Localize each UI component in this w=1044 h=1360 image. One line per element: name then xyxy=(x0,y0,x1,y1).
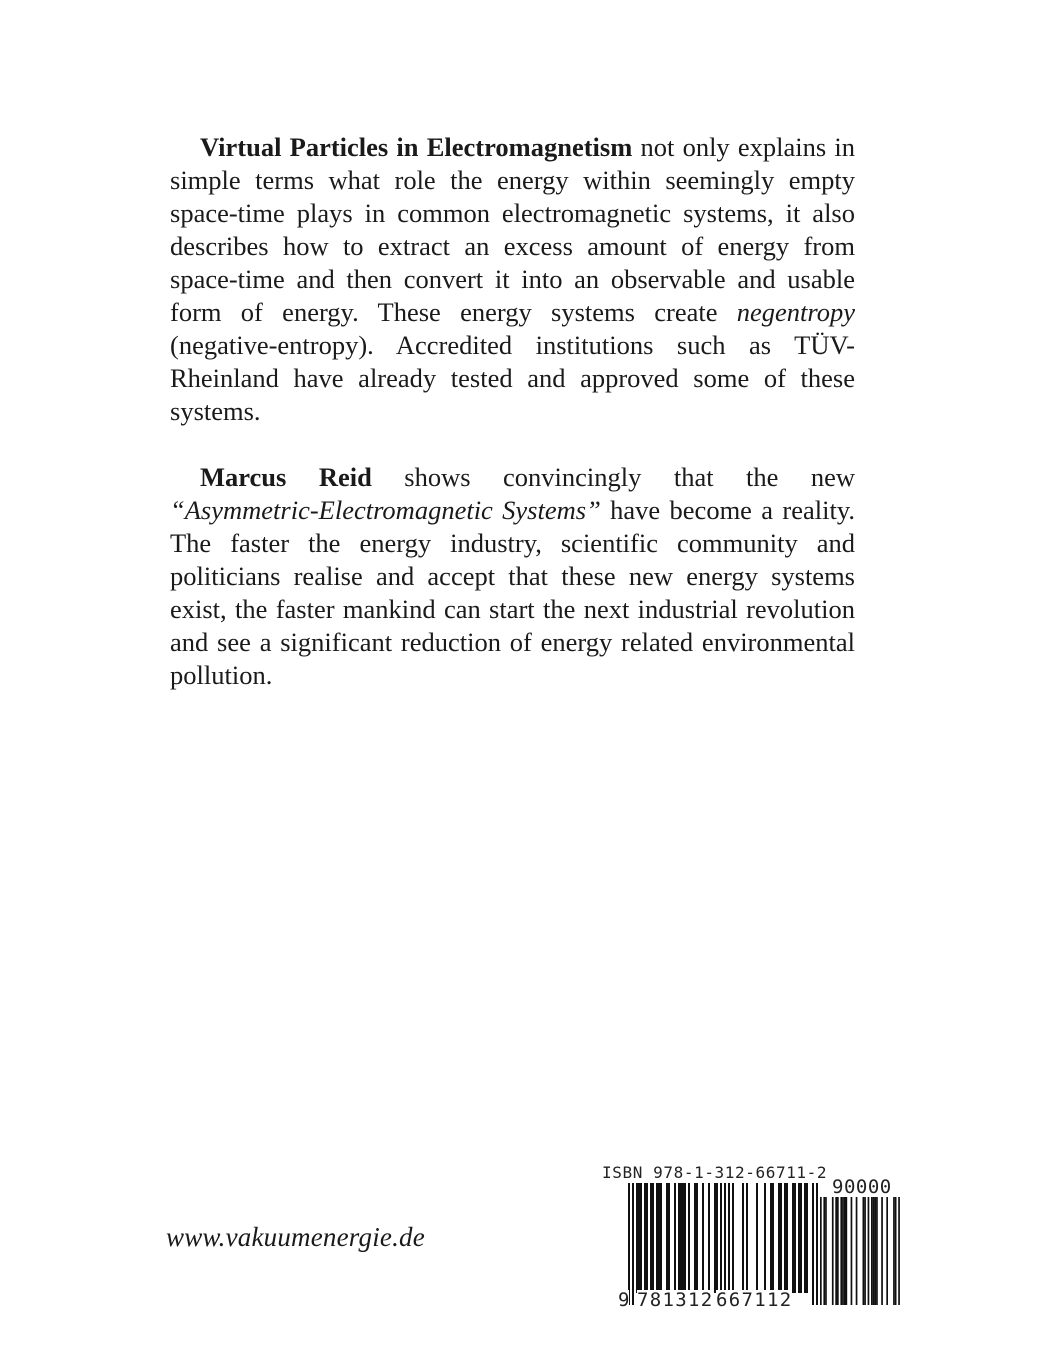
barcode-bar xyxy=(688,1183,690,1293)
barcode-bar xyxy=(816,1183,818,1305)
barcode-bar xyxy=(800,1183,802,1293)
addon-bar xyxy=(893,1197,895,1305)
barcode-bar xyxy=(678,1183,680,1293)
addon-bar xyxy=(874,1197,876,1305)
barcode-bar xyxy=(696,1183,698,1293)
barcode-bar xyxy=(806,1183,808,1293)
addon-bar xyxy=(876,1197,878,1305)
addon-bar xyxy=(856,1197,858,1305)
barcode-bar xyxy=(684,1183,686,1293)
addon-bar xyxy=(868,1197,870,1305)
barcode-bar xyxy=(632,1183,634,1305)
paragraph-1-text-b: (negative-entropy). Accredited institutions such as TÜV-Rheinland have already tested and approved some of these systems. xyxy=(170,330,855,426)
author-name: Marcus Reid xyxy=(200,462,372,492)
barcode-bar xyxy=(732,1183,734,1293)
barcode-bar xyxy=(702,1183,704,1293)
barcode-bar xyxy=(674,1183,676,1293)
barcode-bar xyxy=(682,1183,684,1293)
barcode-bar xyxy=(628,1183,630,1305)
addon-bar xyxy=(846,1197,848,1305)
barcode-bar xyxy=(656,1183,658,1293)
addon-bar xyxy=(820,1197,822,1305)
barcode-bar xyxy=(668,1183,670,1293)
ean-right-group: 667112 xyxy=(716,1289,793,1311)
paragraph-1-text-a: not only explains in simple terms what role the energy within seemingly empty space-time plays in common electromagnetic systems, it also describes how to extract an excess amount of energy from space-time and then convert it into an observable and usable form of energy. These energy systems create xyxy=(170,132,855,327)
barcode-bar xyxy=(756,1183,758,1293)
isbn-label: ISBN 978-1-312-66711-2 xyxy=(602,1163,828,1182)
barcode-bar xyxy=(652,1183,654,1293)
addon-bar xyxy=(851,1197,853,1305)
isbn-barcode xyxy=(600,1163,912,1313)
description-paragraph-1 xyxy=(170,131,855,428)
book-title: Virtual Particles in Electromagnetism xyxy=(200,132,633,162)
barcode-bar xyxy=(660,1183,662,1293)
barcode-bar xyxy=(640,1183,642,1293)
barcode-bar xyxy=(778,1183,780,1293)
barcode-bar xyxy=(792,1183,794,1293)
barcode-bar xyxy=(636,1183,638,1293)
barcode-bar xyxy=(784,1183,786,1293)
addon-bar xyxy=(844,1197,846,1305)
addon-bar xyxy=(871,1197,873,1305)
website-url[interactable]: www.vakuumenergie.de xyxy=(166,1222,425,1252)
addon-bar xyxy=(863,1197,865,1305)
barcode-bar xyxy=(666,1183,668,1293)
barcode-bar xyxy=(772,1183,774,1293)
barcode-bar xyxy=(680,1183,682,1293)
addon-bar xyxy=(873,1197,875,1305)
addon-bar xyxy=(842,1197,844,1305)
barcode-bar xyxy=(724,1183,726,1305)
barcode-bar xyxy=(812,1183,814,1305)
addon-digits: 90000 xyxy=(832,1176,892,1198)
barcode-bar xyxy=(714,1183,716,1293)
addon-bar xyxy=(886,1197,888,1305)
barcode-bar xyxy=(794,1183,796,1293)
barcode-bar xyxy=(780,1183,782,1293)
barcode-bar xyxy=(804,1183,806,1293)
barcode-bar xyxy=(716,1183,718,1293)
barcode-bar xyxy=(770,1183,772,1293)
ean-left-group: 781312 xyxy=(637,1289,714,1311)
barcode-bar xyxy=(720,1183,722,1305)
barcode-bar xyxy=(638,1183,640,1293)
paragraph-2-text-a: shows convincingly that the new xyxy=(371,462,856,492)
ean-first-digit: 9 xyxy=(618,1289,630,1311)
barcode-bar xyxy=(746,1183,748,1293)
barcode-bar xyxy=(658,1183,660,1293)
addon-bar xyxy=(895,1197,897,1305)
barcode-bar xyxy=(764,1183,766,1293)
systems-term: “Asymmetric-Electromagnetic Systems” xyxy=(170,495,601,525)
barcode-bar xyxy=(646,1183,648,1293)
barcode-bar xyxy=(694,1183,696,1293)
barcode-bar xyxy=(708,1183,710,1293)
barcode-bar xyxy=(798,1183,800,1293)
addon-bar xyxy=(898,1197,900,1305)
negentropy-term: negentropy xyxy=(736,297,855,327)
addon-bar xyxy=(835,1197,837,1305)
barcode-bar xyxy=(644,1183,646,1293)
addon-bar xyxy=(840,1197,842,1305)
addon-bar xyxy=(864,1197,866,1305)
barcode-bar xyxy=(786,1183,788,1293)
barcode-bar xyxy=(650,1183,652,1293)
paragraph-2-text-b: have become a reality. The faster the energy industry, scientific community and politicians realise and accept that these new energy systems exist, the faster mankind can start the next industrial revolution and see a significant reduction of energy related environmental pollution. xyxy=(170,495,855,690)
addon-bar xyxy=(823,1197,825,1305)
barcode-bar xyxy=(742,1183,744,1293)
addon-bar xyxy=(837,1197,839,1305)
description-paragraph-2 xyxy=(170,461,855,692)
addon-bar xyxy=(832,1197,834,1305)
addon-bar xyxy=(881,1197,883,1305)
addon-bar xyxy=(825,1197,827,1305)
barcode-bar xyxy=(728,1183,730,1293)
